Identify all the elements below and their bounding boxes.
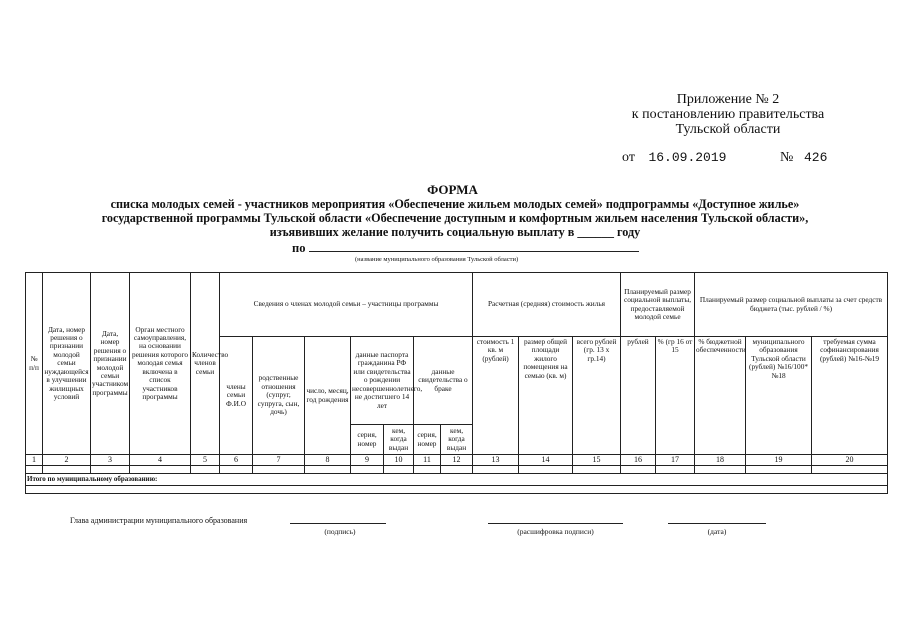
header-num: № п/п (26, 273, 43, 455)
signature-label: Глава администрации муниципального образования (70, 516, 248, 525)
total-label: Итого по муниципальному образованию: (26, 474, 888, 485)
header-cost: Расчетная (средняя) стоимость жилья (473, 273, 621, 337)
header-total: всего рублей (гр. 13 х гр.14) (573, 337, 621, 455)
form-subtitle (40, 197, 870, 239)
column-number: 18 (695, 455, 746, 466)
po-line (292, 241, 639, 256)
column-number: 20 (812, 455, 888, 466)
column-number: 8 (305, 455, 351, 466)
appendix-block (598, 92, 858, 137)
order-line (622, 150, 828, 166)
column-number: 7 (253, 455, 305, 466)
subtitle-line3: изъявивших желание получить социальную выплату в ______ году (269, 225, 641, 239)
header-rub: рублей (621, 337, 656, 455)
column-number: 10 (384, 455, 414, 466)
header-pct-budget: % бюджетной обеспеченности (695, 337, 746, 455)
header-passport: данные паспорта гражданина РФ или свидетельства о рождении несовершеннолетнего, не достигшего 14 лет (351, 337, 414, 425)
header-issued2: кем, когда выдан (441, 425, 473, 455)
header-series: серия, номер (351, 425, 384, 455)
header-organ: Орган местного самоуправления, на основании решения которого молодая семья включена в список участников программы (130, 273, 191, 455)
header-series2: серия, номер (414, 425, 441, 455)
header-cost-m2: стоимость 1 кв. м (рублей) (473, 337, 519, 455)
signature-line (290, 523, 386, 524)
column-number: 12 (441, 455, 473, 466)
header-date-need: Дата, номер решения о признании молодой семьи нуждающейся в улучшении жилищных условий (43, 273, 91, 455)
header-birth: число, месяц, год рождения (305, 337, 351, 455)
total-row (26, 474, 888, 485)
column-number: 9 (351, 455, 384, 466)
header-planned: Планируемый размер социальной выплаты, предоставляемой молодой семье (621, 273, 695, 337)
header-pct: % (гр 16 от 15 (656, 337, 695, 455)
header-marriage: данные свидетельства о браке (414, 337, 473, 425)
decode-caption: (расшифровка подписи) (517, 527, 594, 536)
header-date-participant: Дата, номер решения о признании молодой семьи участником программы (91, 273, 130, 455)
column-number: 13 (473, 455, 519, 466)
order-number-label: № (780, 150, 794, 165)
appendix-line2: к постановлению правительства (631, 107, 825, 122)
po-label: по (292, 241, 306, 255)
order-number: 426 (804, 150, 828, 165)
decode-line (488, 523, 623, 524)
header-issued: кем, когда выдан (384, 425, 414, 455)
column-number: 6 (220, 455, 253, 466)
column-number: 5 (191, 455, 220, 466)
families-table (25, 272, 888, 494)
subtitle-line1: списка молодых семей - участников мероприятия «Обеспечение жильем молодых семей» подпрограммы «Доступное жилье» (110, 197, 800, 211)
subtitle-line2: государственной программы Тульской области «Обеспечение доступным и комфортным жильем населения Тульской области», (101, 211, 809, 225)
appendix-line1: Приложение № 2 (676, 92, 780, 107)
column-number: 15 (573, 455, 621, 466)
header-area: размер общей площади жилого помещения на семью (кв. м) (519, 337, 573, 455)
header-required: требуемая сумма софинансирования (рублей) №16-№19 (812, 337, 888, 455)
column-numbers-row (26, 455, 888, 466)
column-number: 1 (26, 455, 43, 466)
signature-caption: (подпись) (324, 527, 356, 536)
column-number: 11 (414, 455, 441, 466)
order-date: 16.09.2019 (648, 150, 727, 165)
header-municipal: муниципального образования Тульской области (рублей) №16/100* №18 (746, 337, 812, 455)
empty-row (26, 466, 888, 474)
header-planned-budget: Планируемый размер социальной выплаты за счет средств бюджета (тыс. рублей / %) (695, 273, 888, 337)
appendix-line3: Тульской области (675, 122, 781, 137)
column-number: 4 (130, 455, 191, 466)
po-caption: (название муниципального образования Тульской области) (355, 256, 519, 263)
column-number: 14 (519, 455, 573, 466)
empty-row-bottom (26, 485, 888, 493)
header-family-members: члены семьи Ф.И.О (220, 337, 253, 455)
form-title: ФОРМА (427, 182, 478, 197)
column-number: 3 (91, 455, 130, 466)
header-members: Сведения о членах молодой семьи – участницы программы (220, 273, 473, 337)
column-number: 19 (746, 455, 812, 466)
column-number: 17 (656, 455, 695, 466)
header-relation: родственные отношения (супруг, супруга, сын, дочь) (253, 337, 305, 455)
header-count: Количество членов семьи (191, 273, 220, 455)
column-number: 16 (621, 455, 656, 466)
order-prefix: от (622, 150, 635, 165)
date-line (668, 523, 766, 524)
po-underline (309, 241, 639, 252)
column-number: 2 (43, 455, 91, 466)
date-caption: (дата) (707, 527, 727, 536)
